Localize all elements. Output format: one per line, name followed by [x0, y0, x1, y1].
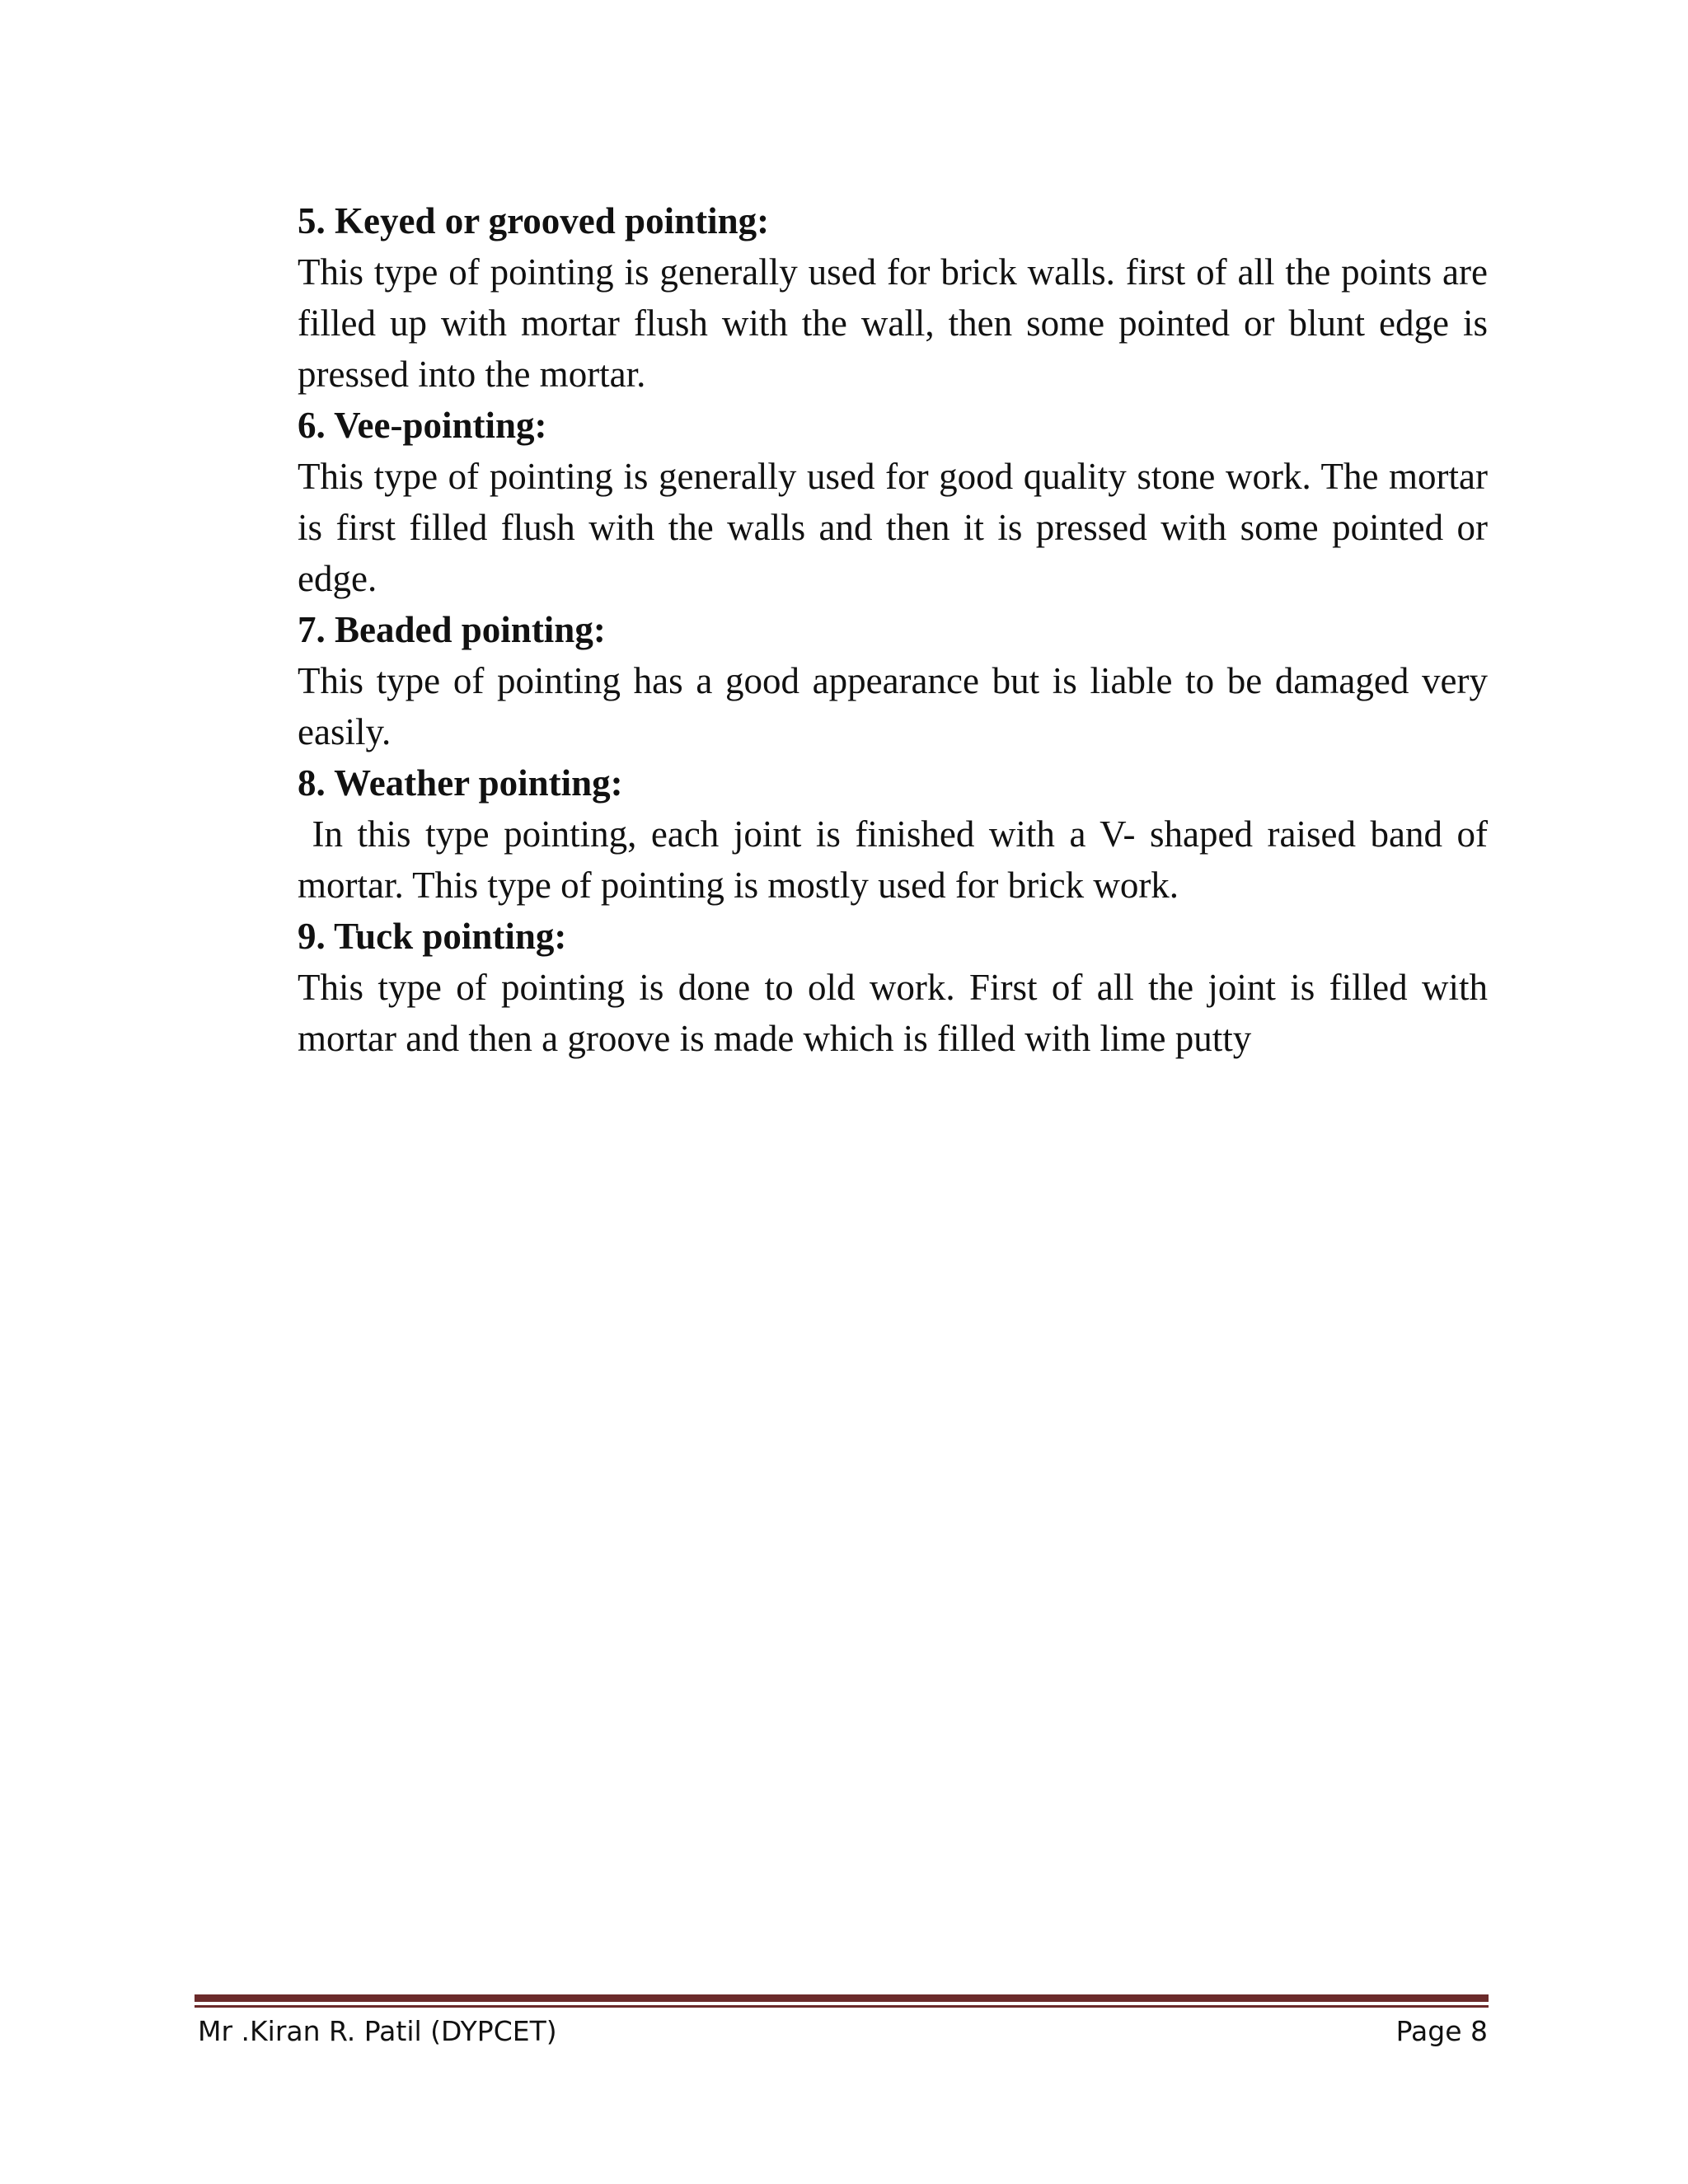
section-body-tuck-pointing: This type of pointing is done to old work. First of all the joint is filled with mortar and then a groove is made which is filled with lime putty [298, 967, 1488, 1059]
footer-rule-thin [195, 2005, 1489, 2008]
section-heading-tuck-pointing: 9. Tuck pointing: [298, 916, 567, 957]
footer-author: Mr .Kiran R. Patil (DYPCET) [198, 2015, 557, 2047]
section-heading-keyed-pointing: 5. Keyed or grooved pointing: [298, 200, 770, 241]
section-heading-vee-pointing: 6. Vee-pointing: [298, 405, 547, 446]
section-heading-beaded-pointing: 7. Beaded pointing: [298, 609, 606, 650]
document-content [298, 195, 1498, 1064]
footer-rule-thick [195, 1994, 1489, 2002]
footer-page-number: Page 8 [1395, 2015, 1488, 2047]
section-body-weather-pointing: In this type pointing, each joint is finished with a V- shaped raised band of mortar. This type of pointing is mostly used for brick work. [298, 813, 1498, 906]
section-body-vee-pointing: This type of pointing is generally used for good quality stone work. The mortar is first filled flush with the walls and then it is pressed with some pointed or edge. [298, 456, 1488, 599]
section-body-keyed-pointing: This type of pointing is generally used for brick walls. first of all the points are filled up with mortar flush with the wall, then some pointed or blunt edge is pressed into the mortar. [298, 251, 1488, 395]
section-body-beaded-pointing: This type of pointing has a good appearance but is liable to be damaged very easily. [298, 660, 1488, 752]
section-heading-weather-pointing: 8. Weather pointing: [298, 762, 623, 804]
